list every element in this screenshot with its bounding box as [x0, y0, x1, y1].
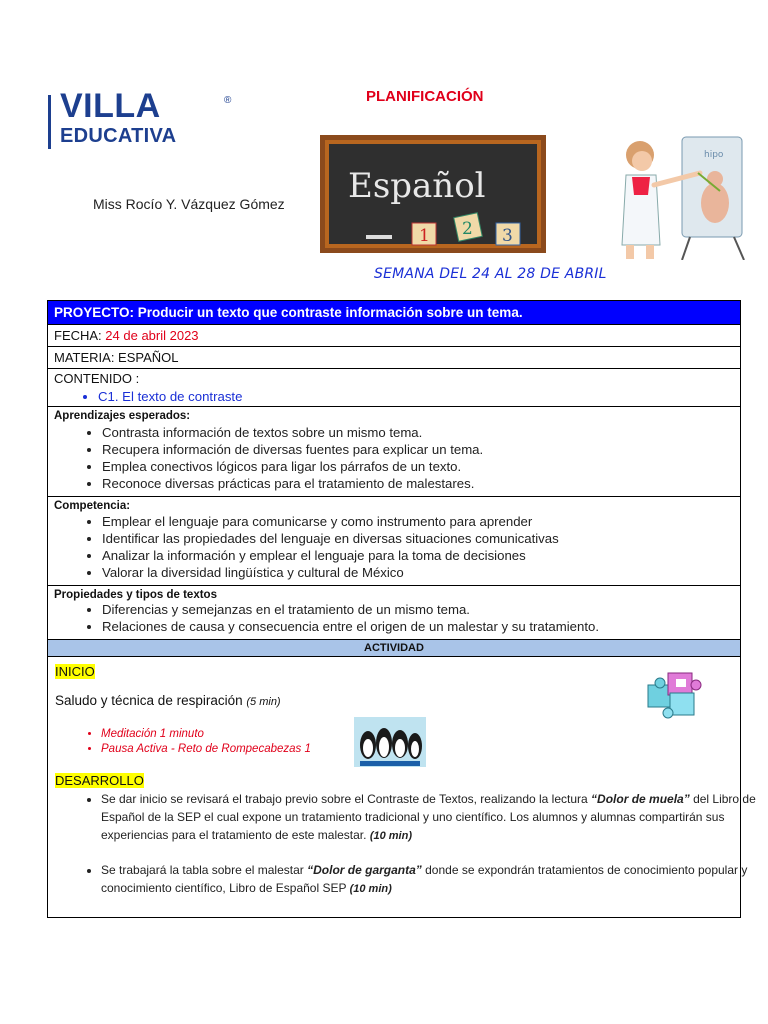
d2-title: “Dolor de garganta” — [307, 863, 422, 877]
inicio-label: INICIO — [55, 664, 95, 679]
puzzle-icon — [640, 663, 708, 723]
aprendizajes-title: Aprendizajes esperados: — [54, 410, 191, 422]
contenido-item: • C1. El texto de contraste — [98, 388, 734, 405]
list-item: • Meditación 1 minuto — [101, 727, 311, 742]
chart-label: hipo — [704, 150, 724, 160]
saludo-text: Saludo y técnica de respiración — [55, 693, 243, 708]
materia-row: MATERIA: ESPAÑOL — [48, 347, 740, 369]
list-item: • Emplear el lenguaje para comunicarse y como instrumento para aprender — [102, 513, 734, 530]
project-row: PROYECTO: Producir un texto que contraste información sobre un tema. — [48, 301, 740, 325]
desarrollo-list — [55, 790, 759, 898]
saludo-time: (5 min) — [246, 696, 281, 708]
desarrollo-label: DESARROLLO — [55, 773, 144, 788]
list-item — [101, 790, 759, 845]
logo-registered: ® — [224, 95, 232, 106]
villa-educativa-logo — [48, 87, 232, 153]
contenido-label: CONTENIDO : — [54, 371, 140, 386]
aprendizajes-row — [48, 407, 740, 497]
d2-time: (10 min) — [349, 883, 392, 895]
list-item: • Diferencias y semejanzas en el tratamiento de un mismo tema. — [102, 601, 734, 618]
propiedades-row — [48, 586, 740, 640]
actividad-body — [48, 657, 756, 917]
fecha-value: 24 de abril 2023 — [105, 328, 199, 343]
contenido-row — [48, 369, 740, 407]
fecha-row — [48, 325, 740, 347]
teacher-illustration — [612, 135, 752, 260]
list-item: • Identificar las propiedades del lenguaje en diversas situaciones comunicativas — [102, 530, 734, 547]
fecha-label: FECHA: — [54, 328, 102, 343]
competencia-row — [48, 497, 740, 586]
d1-text-a: Se dar inicio se revisará el trabajo previo sobre el Contraste de Textos, realizando la lectura — [101, 792, 592, 806]
list-item: • Valorar la diversidad lingüística y cultural de México — [102, 564, 734, 581]
block-3: 3 — [502, 226, 513, 246]
d2-text-a: Se trabajará la tabla sobre el malestar — [101, 863, 308, 877]
logo-line1: VILLA — [60, 87, 161, 125]
logo-bar — [48, 95, 51, 149]
list-item: • Reconoce diversas prácticas para el tratamiento de malestares. — [102, 475, 734, 492]
saludo-line — [55, 693, 281, 708]
list-item: • Relaciones de causa y consecuencia entre el origen de un malestar y su tratamiento. — [102, 618, 734, 635]
planning-table — [47, 300, 756, 918]
list-item: • Recupera información de diversas fuentes para explicar un tema. — [102, 441, 734, 458]
d1-text-c: del Libro de Español de la SEP el cual expone un tratamiento tradicional y uno científico. Los alumnos y alumnas compartirán sus experiencias para el tratamiento de este malestar. — [101, 792, 756, 842]
teacher-name: Miss Rocío Y. Vázquez Gómez — [93, 196, 285, 212]
list-item: • Pausa Activa - Reto de Rompecabezas 1 — [101, 742, 311, 757]
block-2: 2 — [462, 219, 473, 239]
penguins-image — [354, 717, 426, 767]
d2-text-c: donde se expondrán tratamientos de conocimiento popular y conocimiento científico, Libro de Español SEP — [101, 863, 748, 895]
d1-time: (10 min) — [369, 830, 412, 842]
list-item: • Contrasta información de textos sobre un mismo tema. — [102, 424, 734, 441]
competencia-title: Competencia: — [54, 500, 131, 512]
list-item: • Emplea conectivos lógicos para ligar los párrafos de un texto. — [102, 458, 734, 475]
actividad-header: ACTIVIDAD — [48, 640, 740, 657]
d1-title: “Dolor de muela” — [591, 792, 690, 806]
logo-line2: EDUCATIVA — [60, 125, 177, 147]
week-label: SEMANA DEL 24 AL 28 DE ABRIL — [374, 266, 607, 282]
list-item — [101, 861, 759, 898]
block-1: 1 — [419, 226, 430, 246]
propiedades-title: Propiedades y tipos de textos — [54, 589, 217, 601]
page-title: PLANIFICACIÓN — [366, 88, 484, 105]
inicio-list — [55, 727, 311, 757]
list-item: • Analizar la información y emplear el lenguaje para la toma de decisiones — [102, 547, 734, 564]
board-word: Español — [348, 166, 486, 206]
chalkboard-image — [320, 135, 546, 253]
